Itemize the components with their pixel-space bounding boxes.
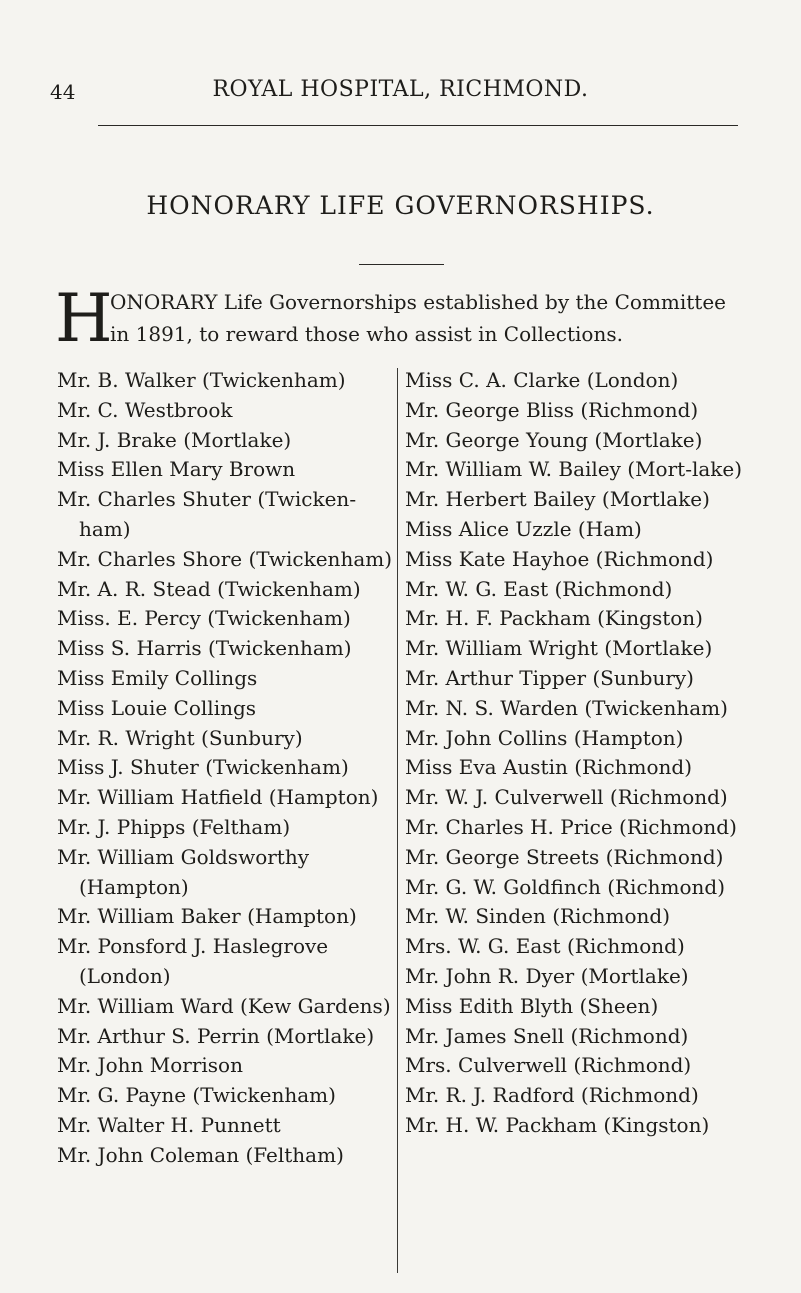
drop-cap: H: [55, 280, 113, 357]
governor-entry: Mrs. W. G. East (Richmond): [405, 934, 685, 959]
governor-entry: Miss Eva Austin (Richmond): [405, 755, 693, 780]
page-title: HONORARY LIFE GOVERNORSHIPS.: [146, 191, 655, 220]
governor-entry: Mr. John Morrison: [57, 1053, 243, 1078]
left-column-list: [57, 366, 392, 1171]
governor-entry: Mr. Herbert Bailey (Mortlake): [405, 487, 710, 512]
governor-entry: Mr. William W. Bailey (Mort-lake): [405, 457, 743, 482]
governor-entry: Mr. B. Walker (Twickenham): [57, 368, 346, 392]
governor-entry: Mr. J. Phipps (Feltham): [57, 814, 291, 839]
governor-entry: Mr. J. Brake (Mortlake): [57, 427, 292, 452]
header-rule: [98, 125, 738, 126]
intro-paragraph: [55, 280, 765, 358]
governor-entry: Miss Emily Collings: [57, 665, 258, 690]
governor-entry: Mr. William Goldsworthy (Hampton): [57, 844, 310, 899]
governor-entry: Mr. John Coleman (Feltham): [57, 1142, 344, 1167]
governor-entry: Mr. Ponsford J. Haslegrove (London): [57, 934, 329, 988]
governor-entry: Miss Kate Hayhoe (Richmond): [405, 546, 714, 571]
intro-line-2: in 1891, to reward those who assist in Collections.: [110, 322, 623, 346]
intro-line-1: ONORARY Life Governorships established by the Committee: [110, 290, 727, 314]
governor-entry: Miss S. Harris (Twickenham): [57, 636, 352, 661]
page-number: 44: [50, 80, 76, 104]
governor-entry: Mr. W. Sinden (Richmond): [405, 904, 671, 929]
governor-entry: Mrs. Culverwell (Richmond): [405, 1053, 692, 1078]
governor-entry: Mr. John Collins (Hampton): [405, 725, 684, 750]
governor-entry: Mr. James Snell (Richmond): [405, 1023, 689, 1048]
governor-entry: Miss. E. Percy (Twickenham): [57, 606, 351, 631]
governor-entry: Mr. Arthur S. Perrin (Mortlake): [57, 1023, 375, 1048]
governor-entry: Mr. Charles Shore (Twickenham): [57, 546, 393, 571]
governor-entry: Mr. C. Westbrook: [57, 397, 233, 422]
governor-entry: Miss Louie Collings: [57, 695, 257, 720]
governor-entry: Mr. H. W. Packham (Kingston): [405, 1112, 710, 1137]
governor-entry: Mr. R. J. Radford (Richmond): [405, 1083, 699, 1108]
running-head: ROYAL HOSPITAL, RICHMOND.: [212, 77, 589, 102]
governor-entry: Mr. W. G. East (Richmond): [405, 576, 673, 601]
governor-entry: Miss Ellen Mary Brown: [57, 457, 296, 482]
governor-entry: Miss Alice Uzzle (Ham): [405, 516, 642, 541]
governor-entry: Mr. A. R. Stead (Twickenham): [57, 576, 361, 601]
governor-entry: Mr. William Wright (Mortlake): [405, 636, 713, 661]
governor-entry: Mr. N. S. Warden (Twickenham): [405, 695, 728, 720]
governor-entry: Mr. W. J. Culverwell (Richmond): [405, 785, 728, 810]
column-divider: [397, 368, 398, 1273]
governor-entry: Miss J. Shuter (Twickenham): [57, 755, 349, 780]
governor-entry: Mr. G. Payne (Twickenham): [57, 1083, 336, 1108]
governor-entry: Mr. G. W. Goldfinch (Richmond): [405, 874, 726, 899]
governor-entry: Mr. William Hatfield (Hampton): [57, 785, 379, 810]
right-column-list: [405, 366, 745, 1141]
governor-entry: Mr. William Baker (Hampton): [57, 904, 357, 929]
governor-entry: Mr. George Streets (Richmond): [405, 844, 724, 869]
governor-entry: Miss Edith Blyth (Sheen): [405, 993, 659, 1018]
governor-entry: Miss C. A. Clarke (London): [405, 368, 679, 392]
governor-entry: Mr. Walter H. Punnett: [57, 1112, 281, 1137]
governor-entry: Mr. R. Wright (Sunbury): [57, 725, 303, 750]
governor-entry: Mr. George Young (Mortlake): [405, 427, 703, 452]
title-rule: [359, 264, 444, 265]
governor-entry: Mr. Charles Shuter (Twicken-ham): [57, 487, 357, 541]
governor-entry: Mr. William Ward (Kew Gardens): [57, 993, 391, 1018]
governor-entry: Mr. John R. Dyer (Mortlake): [405, 963, 689, 988]
governor-entry: Mr. Charles H. Price (Richmond): [405, 814, 737, 839]
governor-entry: Mr. H. F. Packham (Kingston): [405, 606, 703, 631]
governor-entry: Mr. Arthur Tipper (Sunbury): [405, 665, 694, 690]
governor-entry: Mr. George Bliss (Richmond): [405, 397, 699, 422]
